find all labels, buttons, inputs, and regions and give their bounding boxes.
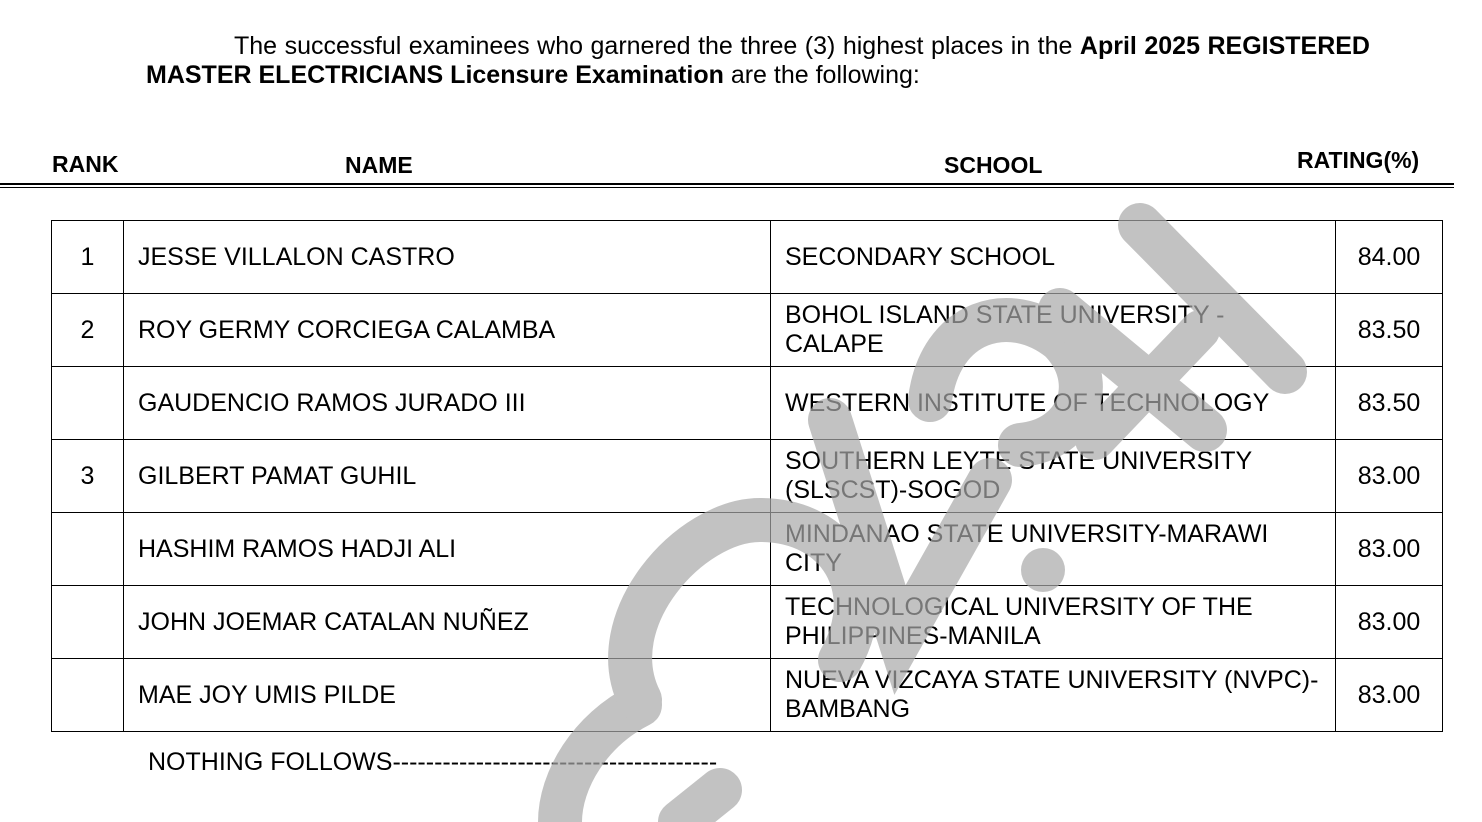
exam-name: April 2025 REGISTERED MASTER ELECTRICIANS Licensure Examination (146, 32, 1370, 89)
rank-cell: 2 (52, 294, 124, 367)
table-row (52, 221, 1443, 294)
table-row (52, 586, 1443, 659)
school-cell: BOHOL ISLAND STATE UNIVERSITY - CALAPE (771, 294, 1336, 367)
results-table (51, 220, 1443, 732)
name-cell: JOHN JOEMAR CATALAN NUÑEZ (124, 586, 771, 659)
rating-cell: 84.00 (1336, 221, 1443, 294)
table-row (52, 440, 1443, 513)
rank-cell: 1 (52, 221, 124, 294)
name-cell: JESSE VILLALON CASTRO (124, 221, 771, 294)
name-cell: MAE JOY UMIS PILDE (124, 659, 771, 732)
column-header-rating: RATING(%) (1297, 147, 1420, 173)
rating-cell: 83.00 (1336, 586, 1443, 659)
school-cell: WESTERN INSTITUTE OF TECHNOLOGY (771, 367, 1336, 440)
nothing-follows-note: NOTHING FOLLOWS--------------------------------------- (148, 748, 718, 776)
watermark-letter-g-inner (680, 790, 720, 822)
intro-text-part2: are the following: (730, 61, 920, 89)
rank-cell (52, 513, 124, 586)
name-cell: ROY GERMY CORCIEGA CALAMBA (124, 294, 771, 367)
school-cell: MINDANAO STATE UNIVERSITY-MARAWI CITY (771, 513, 1336, 586)
table-row (52, 659, 1443, 732)
rank-cell: 3 (52, 440, 124, 513)
intro-text-part1: The successful examinees who garnered the three (3) highest places in the (234, 32, 1073, 60)
header-rule-thin (0, 187, 1454, 188)
school-cell: SECONDARY SCHOOL (771, 221, 1336, 294)
name-cell: HASHIM RAMOS HADJI ALI (124, 513, 771, 586)
rating-cell: 83.50 (1336, 367, 1443, 440)
header-rule (0, 183, 1454, 185)
column-header-school: SCHOOL (944, 152, 1043, 178)
column-header-name: NAME (345, 152, 413, 178)
rating-cell: 83.00 (1336, 659, 1443, 732)
rating-cell: 83.00 (1336, 440, 1443, 513)
table-row (52, 294, 1443, 367)
name-cell: GILBERT PAMAT GUHIL (124, 440, 771, 513)
table-row (52, 367, 1443, 440)
rating-cell: 83.50 (1336, 294, 1443, 367)
rating-cell: 83.00 (1336, 513, 1443, 586)
results-table-body (52, 221, 1443, 732)
rank-cell (52, 659, 124, 732)
name-cell: GAUDENCIO RAMOS JURADO III (124, 367, 771, 440)
table-row (52, 513, 1443, 586)
intro-paragraph (146, 32, 1370, 90)
school-cell: SOUTHERN LEYTE STATE UNIVERSITY (SLSCST)-SOGOD (771, 440, 1336, 513)
school-cell: TECHNOLOGICAL UNIVERSITY OF THE PHILIPPINES-MANILA (771, 586, 1336, 659)
column-header-rank: RANK (52, 151, 119, 177)
school-cell: NUEVA VIZCAYA STATE UNIVERSITY (NVPC)-BAMBANG (771, 659, 1336, 732)
rank-cell (52, 586, 124, 659)
rank-cell (52, 367, 124, 440)
